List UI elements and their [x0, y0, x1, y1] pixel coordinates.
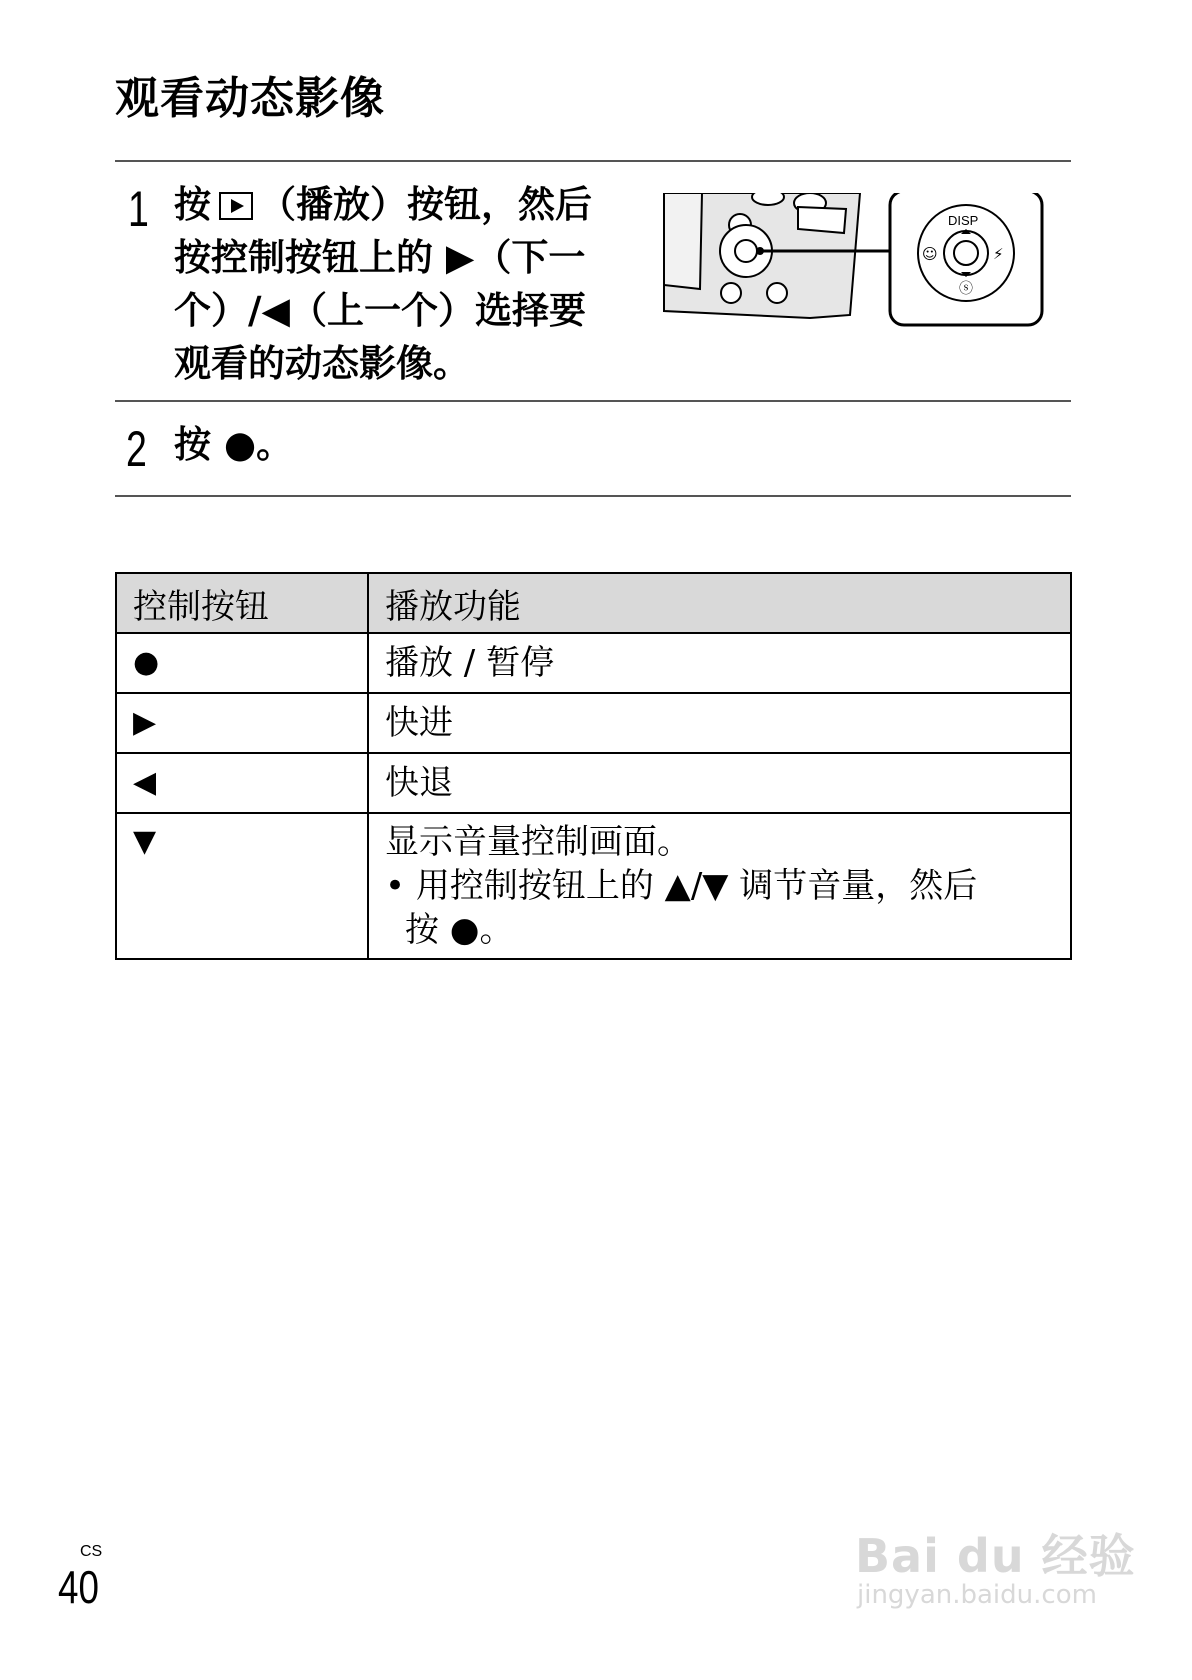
table-header-row — [116, 573, 1071, 633]
table-row — [116, 693, 1071, 753]
function-note: 按 ●。 — [405, 910, 514, 950]
function-cell: 播放 / 暂停 — [368, 633, 1071, 693]
table-header: 播放功能 — [368, 573, 1071, 633]
step-1-line: 按控制按钮上的 ▶（下一 — [174, 236, 586, 279]
language-code: CS — [80, 1543, 103, 1560]
function-note: • 用控制按钮上的 ▲/▼ 调节音量，然后 — [385, 866, 978, 906]
page-number: 40 — [58, 1561, 99, 1613]
step-1-line: 个）/◀（上一个）选择要 — [174, 289, 586, 332]
control-dial-icon — [890, 193, 1042, 325]
function-cell: 快退 — [368, 753, 1071, 813]
button-symbol: ▶ — [116, 693, 368, 753]
table-row — [116, 633, 1071, 693]
page-title: 观看动态影像 — [115, 73, 385, 124]
function-cell — [368, 813, 1071, 959]
svg-text:⚡: ⚡ — [993, 245, 1004, 263]
playback-icon — [219, 192, 253, 220]
svg-text:DISP: DISP — [948, 213, 979, 228]
function-cell: 快进 — [368, 693, 1071, 753]
watermark-brand: Bai du 经验 — [855, 1529, 1136, 1583]
svg-text:☺: ☺ — [922, 245, 938, 263]
button-symbol: ◀ — [116, 753, 368, 813]
divider — [115, 400, 1071, 402]
function-text: 显示音量控制画面。 — [385, 822, 691, 862]
table-header: 控制按钮 — [116, 573, 368, 633]
camera-illustration — [660, 193, 1060, 353]
button-symbol: ● — [116, 633, 368, 693]
table-row — [116, 813, 1071, 959]
step-number: 2 — [126, 421, 147, 477]
step-number: 1 — [128, 181, 149, 237]
table-row — [116, 753, 1071, 813]
control-table — [115, 572, 1072, 960]
step-1-suffix: （播放）按钮，然后 — [259, 183, 592, 226]
watermark-url: jingyan.baidu.com — [857, 1580, 1097, 1610]
step-1-text — [174, 178, 592, 390]
step-1-line: 观看的动态影像。 — [174, 342, 470, 385]
divider — [115, 160, 1071, 162]
watermark — [855, 1520, 1136, 1610]
svg-text:ⓢ: ⓢ — [959, 281, 973, 297]
step-1-prefix: 按 — [174, 183, 211, 226]
divider — [115, 495, 1071, 497]
camera-back-icon — [664, 193, 892, 318]
button-symbol: ▼ — [116, 813, 368, 959]
step-2-text: 按 ●。 — [174, 423, 294, 466]
